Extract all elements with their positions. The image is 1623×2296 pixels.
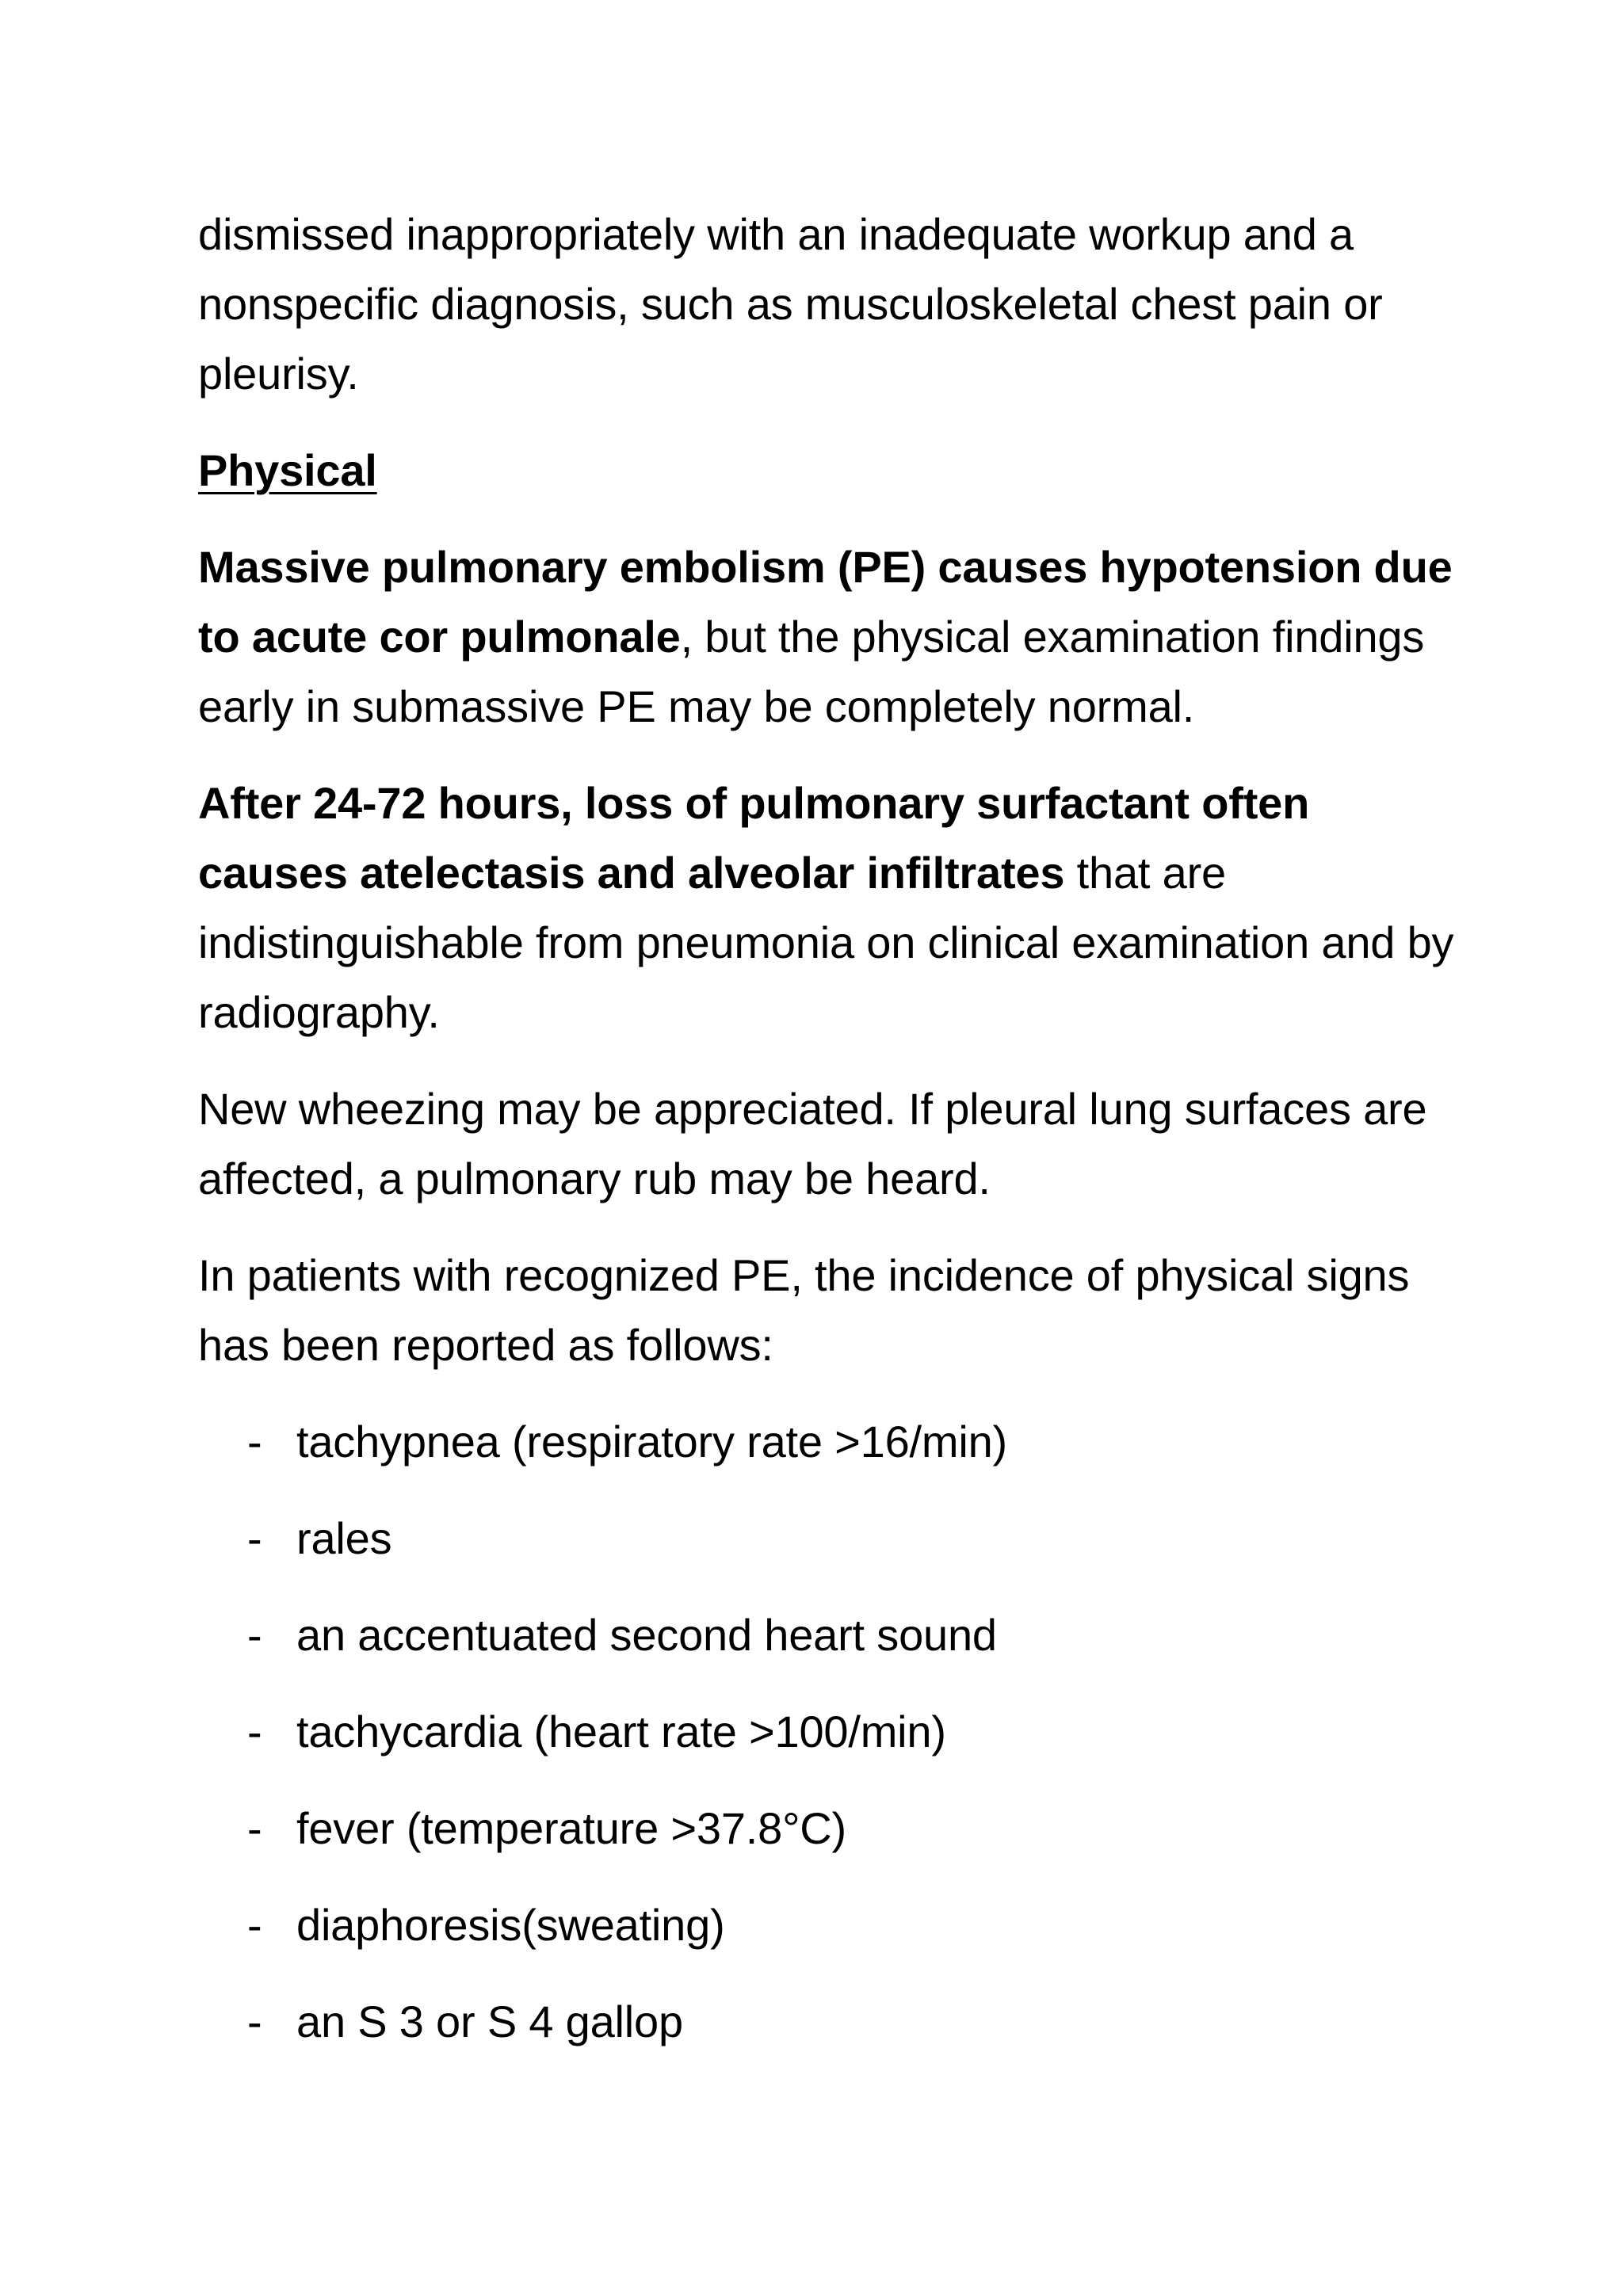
paragraph-text: , but the physical examination findings early in submassive PE may be completely normal.: [198, 612, 1425, 731]
intro-paragraph: dismissed inappropriately with an inadequate workup and a nonspecific diagnosis, such as musculoskeletal chest pain or pleurisy.: [198, 209, 1383, 399]
bullet-dash: -: [247, 1997, 262, 2046]
document-body: [198, 200, 1466, 2084]
list-item: [198, 1504, 1466, 1573]
list-item: [198, 1890, 1466, 1960]
list-item-text: an accentuated second heart sound: [296, 1610, 997, 1660]
list-item-text: an S 3 or S 4 gallop: [296, 1997, 683, 2046]
list-item: [198, 1697, 1466, 1767]
bullet-dash: -: [247, 1417, 262, 1466]
paragraph-incidence: In patients with recognized PE, the incidence of physical signs has been reported as follows:: [198, 1250, 1410, 1370]
list-item-text: rales: [296, 1513, 392, 1563]
section-heading-physical: Physical: [198, 445, 377, 495]
paragraph-massive-pe: [198, 532, 1466, 742]
bullet-dash: -: [247, 1610, 262, 1660]
bold-phrase: After 24-72 hours, loss of pulmonary surfactant often causes atelectasis and alveolar infiltrates: [198, 778, 1310, 898]
paragraph-after-hours: [198, 769, 1466, 1047]
list-item: [198, 1794, 1466, 1863]
list-item: [198, 1600, 1466, 1670]
bullet-dash: -: [247, 1900, 262, 1950]
list-item-text: diaphoresis(sweating): [296, 1900, 725, 1950]
bullet-dash: -: [247, 1803, 262, 1853]
paragraph-text: that are indistinguishable from pneumonia on clinical examination and by radiography.: [198, 848, 1454, 1037]
list-item-text: fever (temperature >37.8°C): [296, 1803, 846, 1853]
bullet-dash: -: [247, 1513, 262, 1563]
bullet-dash: -: [247, 1707, 262, 1756]
list-item-text: tachycardia (heart rate >100/min): [296, 1707, 946, 1756]
paragraph-wheezing: New wheezing may be appreciated. If pleural lung surfaces are affected, a pulmonary rub may be heard.: [198, 1084, 1427, 1203]
bold-phrase: Massive pulmonary embolism (PE) causes hypotension due to acute cor pulmonale: [198, 542, 1453, 662]
list-item-text: tachypnea (respiratory rate >16/min): [296, 1417, 1008, 1466]
list-item: [198, 1407, 1466, 1477]
list-item: [198, 1987, 1466, 2057]
physical-signs-list: [198, 1407, 1466, 2057]
